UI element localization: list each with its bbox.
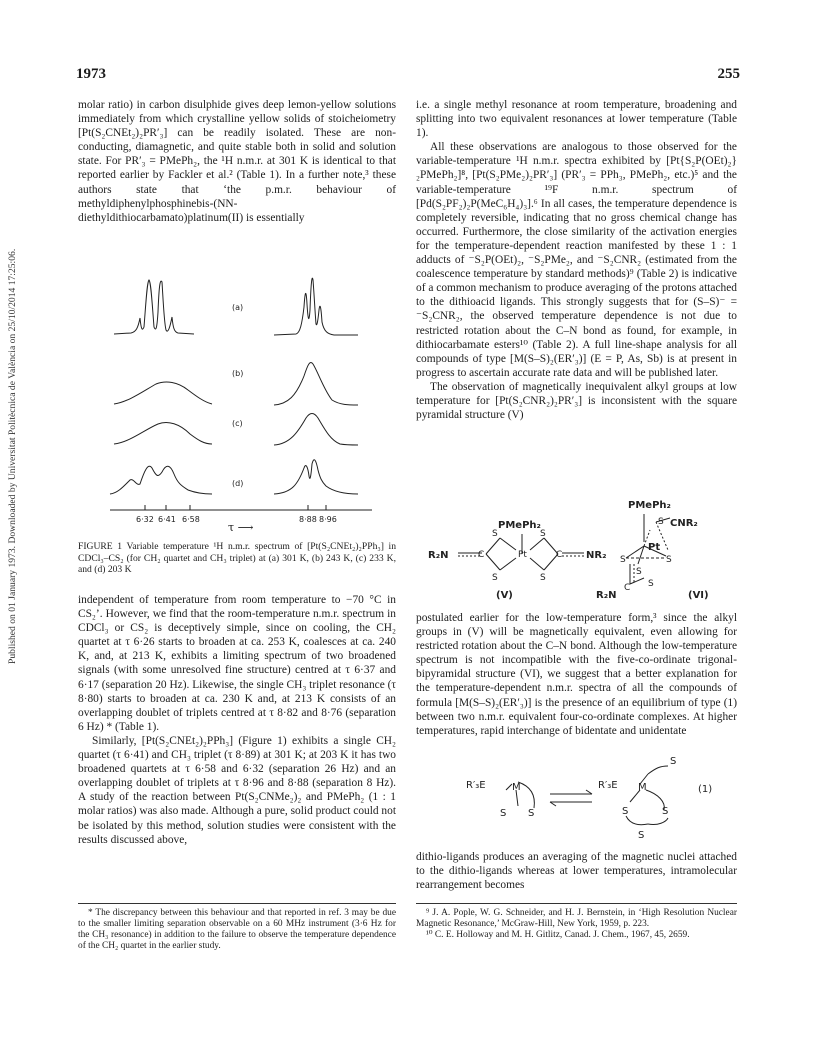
right-column-bottom [416, 850, 737, 892]
spectrum-c-triplet [274, 414, 358, 446]
spectrum-d-quartet [110, 466, 212, 494]
svg-text:C: C [556, 550, 563, 560]
right-column-middle [416, 611, 737, 738]
spectrum-a-quartet [114, 280, 194, 334]
spectrum-b-triplet [274, 363, 358, 406]
svg-text:S: S [492, 529, 498, 539]
equation-left-group: R′₃E [466, 780, 486, 791]
paragraph: independent of temperature from room temperature to −70 °C in CS₂’. However, we find that the room-temperature n.m.r. spectrum in CDCl₃ or CS₂ is deceptively simple, since on cooling, the CH₂ quartet at τ 6·26 starts to broaden at ca. 253 K, coalesces at ca. 240 K, and, at 213 K, exhibits a limiting spectrum of two broadened signals (with some unresolved fine structure) centred at τ 6·37 and 6·17 (separation 20 Hz). Likewise, the single CH₃ triplet resonance (τ 8·80) starts to broaden at ca. 230 K and, at 213 K consists of an overlapping doublet of triplets centred at τ 8·82 and 8·76 (separation 6 Hz) * (Table 1). [78, 594, 396, 733]
spectrum-d-triplet [274, 460, 358, 494]
svg-text:S: S [528, 808, 535, 819]
svg-text:S: S [540, 529, 546, 539]
page-number: 255 [717, 66, 740, 82]
right-column-top [416, 98, 737, 422]
svg-text:S: S [670, 756, 677, 767]
paragraph: molar ratio) in carbon disulphide gives deep lemon-yellow solutions immediately from which crystalline yellow solids of stoicheiometry [Pt(S₂CNEt₂)₂PR′₃] can be readily isolated. These are non-conducting, diamagnetic, and quite stable both in solid and solution state. For PR′₃ = PMePh₂, the ¹H n.m.r. at 301 K is identical to that reported earlier by Fackler et al.² (Table 1). In a further note,³ these authors state that ‘the p.m.r. behaviour of methyldiphenylphosphinebis-(NN-diethyldithiocarbamato)platinum(II) is essentially [78, 99, 396, 224]
svg-text:S: S [500, 808, 507, 819]
references [416, 908, 737, 941]
tick-label: 6·58 [182, 515, 200, 524]
svg-text:C: C [478, 550, 485, 560]
panel-label-c: (c) [232, 419, 243, 428]
structure-vi-label: (VI) [688, 590, 709, 601]
equation-right-group: R′₃E [598, 780, 618, 791]
equation-number: (1) [698, 784, 713, 795]
svg-text:S: S [662, 806, 669, 817]
paragraph: Similarly, [Pt(S₂CNEt₂)₂PPh₃] (Figure 1) exhibits a single CH₂ quartet (τ 6·41) and CH₃ triplet (τ 8·89) at 301 K; at 203 K it has two broadened quartets at τ 6·58 and 6·32 (separation 26 Hz) and an overlapping doublet of triplets at τ 8·96 and 8·88 (separation 8 Hz). A study of the reaction between Pt(S₂CNMe₂)₂ and PMePh₂ (1 : 1 molar ratios) was also made. Although a pure, solid product could not be isolated by this method, solution studies were consistent with the results discussed above, [78, 734, 396, 846]
svg-text:S: S [666, 555, 672, 565]
paragraph: The observation of magnetically inequivalent alkyl groups at low temperature for [Pt(S₂CNR₂)₂PR′₃] is inconsistent with the square pyramidal structure (V) [416, 380, 737, 422]
structure-v-label: (V) [496, 590, 513, 601]
paragraph: All these observations are analogous to those observed for the variable-temperature ¹H n.m.r. spectra exhibited by [Pt{S₂P(OEt)₂}₂PMePh₂]⁸, [Pt(S₂PMe₂)₂PR′₃] (PR′₃ = PPh₃, PMePh₂, etc.)⁵ and the variable-temperature ¹⁹F n.m.r. spectrum of [Pd(S₂PF₂)₂P(MeC₆H₄)₃].⁶ In all cases, the temperature dependence is completely reversible, indicating that no gross chemical change has occurred. Furthermore, the close similarity of the activation energies for the temperature-dependent reaction manifested by these 1 : 1 adducts of ⁻S₂P(OEt)₂, ⁻S₂PMe₂, and ⁻S₂CNR₂ (estimated from the coalescence temperature by standard methods)⁹ (Table 2) is indicative of a common mechanism to produce averaging of the protons attached to the dithioacid ligands. This strongly suggests that for (S–S)⁻ = ⁻S₂CNR₂, the observed temperature dependence is not due to restricted rotation about the C–N bond as found, for example, in dithiocarbamate esters¹⁰ (Table 2). A full line-shape analysis for all compounds of type [M(S–S)₂(ER′₃)] (E = P, As, Sb) is at present in progress to ascertain accurate rate data and will be published later. [416, 141, 737, 379]
svg-text:S: S [648, 579, 654, 589]
reference-item: ⁹ J. A. Pople, W. G. Schneider, and H. J. Bernstein, in ‘High Resolution Nuclear Magnetic Resonance,’ McGraw-Hill, New York, 1959, p. 223. [416, 908, 737, 929]
tau-axis-label: τ ⟶ [228, 521, 254, 534]
left-column-bottom [78, 593, 396, 847]
spectrum-a-triplet [274, 278, 358, 335]
download-watermark: Published on 01 January 1973. Downloaded by Universitat Politècnica de València on 25/10/2014 17:25:06. [7, 248, 18, 664]
paragraph: i.e. a single methyl resonance at room temperature, broadening and splitting into two equivalent resonances at lower temperature (Table 1). [416, 99, 737, 140]
svg-text:S: S [622, 806, 629, 817]
svg-text:C: C [624, 583, 631, 593]
left-column-top [78, 98, 396, 225]
paragraph: postulated earlier for the low-temperature form,³ since the alkyl groups in (V) will be magnetically equivalent, even allowing for restricted rotation about the C–N bond. Although the low-temperature spectrum is not incompatible with the five-co-ordinate trigonal-bipyramidal structure (VI), we suggest that a better explanation for the temperature-dependent n.m.r. spectra of all the compounds of formula [M(S–S)₂(ER′₃)] is the presence of an equilibrium of type (1) between two n.m.r. equivalent four-co-ordinate complexes. At higher temperatures, rapid interchange of bidentate and unidentate [416, 612, 737, 737]
tick-label: 6·41 [158, 515, 176, 524]
vi-cnr-label: CNR₂ [670, 518, 698, 529]
svg-text:S: S [492, 573, 498, 583]
equation-1 [416, 750, 737, 842]
panel-label-a: (a) [232, 303, 244, 312]
references-rule [416, 903, 737, 904]
panel-label-b: (b) [232, 369, 244, 378]
footnote: * The discrepancy between this behaviour and that reported in ref. 3 may be due to the smaller limiting separation observable on a 60 MHz instrument (3·6 Hz for the CH₃ resonance) in addition to the failure to observe the temperature dependence of the CH₂ quartet in the earlier study. [78, 908, 396, 951]
svg-text:S: S [658, 517, 664, 527]
journal-year: 1973 [76, 66, 106, 82]
spectrum-c-quartet [114, 422, 212, 444]
paragraph: dithio-ligands produces an averaging of the magnetic nuclei attached to the dithio-ligands whereas at lower temperatures, intramolecular rearrangement becomes [416, 851, 737, 892]
svg-text:S: S [620, 555, 626, 565]
spectrum-b-quartet [114, 382, 212, 404]
v-left-amine: R₂N [428, 550, 449, 561]
svg-text:M: M [638, 782, 647, 793]
figure-caption: FIGURE 1 Variable temperature ¹H n.m.r. spectrum of [Pt(S₂CNEt₂)₂PPh₃] in CDCl₃–CS₂ (for CH₂ quartet and CH₃ triplet) at (a) 301 K, (b) 243 K, (c) 233 K, and (d) 203 K [78, 541, 396, 575]
reference-item: ¹⁰ C. E. Holloway and M. H. Gitlitz, Canad. J. Chem., 1967, 45, 2659. [426, 930, 690, 940]
svg-text:S: S [540, 573, 546, 583]
v-right-amine: NR₂ [586, 550, 607, 561]
v-phosphine-label: PMePh₂ [498, 520, 541, 531]
footnote-rule [78, 903, 396, 904]
figure-1-nmr-spectra [96, 272, 386, 530]
tick-label: 8·96 [319, 515, 337, 524]
panel-label-d: (d) [232, 479, 244, 488]
svg-text:S: S [638, 830, 645, 841]
tick-label: 8·88 [299, 515, 317, 524]
svg-text:M: M [512, 782, 521, 793]
svg-text:S: S [636, 567, 642, 577]
svg-text:Pt: Pt [518, 550, 527, 560]
structures-v-vi [412, 494, 742, 606]
vi-platinum: Pt [648, 542, 661, 553]
vi-phosphine-label: PMePh₂ [628, 500, 671, 511]
vi-bottom-amine: R₂N [596, 590, 617, 601]
tick-label: 6·32 [136, 515, 154, 524]
